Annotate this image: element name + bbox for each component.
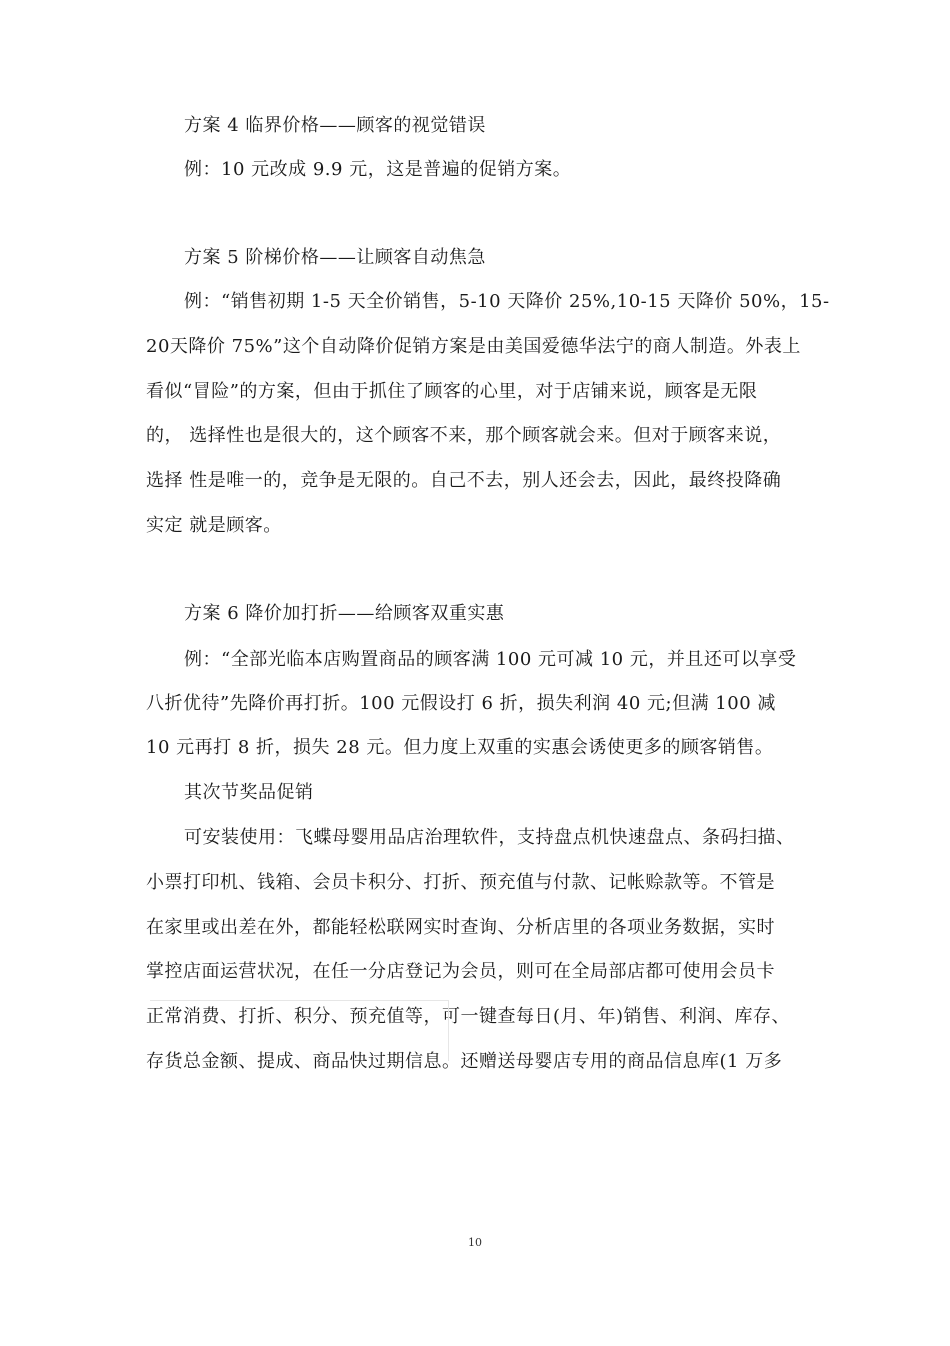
section-next-line-4: 掌控店面运营状况，在任一分店登记为会员，则可在全局部店都可使用会员卡 bbox=[146, 961, 775, 982]
section-next-line-5: 正常消费、打折、积分、预充值等，可一键查每日(月、年)销售、利润、库存、 bbox=[146, 1006, 791, 1027]
page-number: 10 bbox=[468, 1236, 482, 1249]
section-next-line-2: 小票打印机、钱箱、会员卡积分、打折、预充值与付款、记帐赊款等。不管是 bbox=[146, 872, 775, 893]
section5-line-4: 的， 选择性也是很大的，这个顾客不来，那个顾客就会来。但对于顾客来说， bbox=[146, 425, 782, 446]
section-next-line-3: 在家里或出差在外，都能轻松联网实时查询、分析店里的各项业务数据，实时 bbox=[146, 917, 775, 938]
section6-line-1: 例：“全部光临本店购置商品的顾客满 100 元可减 10 元，并且还可以享受 bbox=[184, 649, 797, 670]
section6-title: 方案 6 降价加打折——给顾客双重实惠 bbox=[184, 603, 505, 624]
section5-line-2: 20天降价 75%”这个自动降价促销方案是由美国爱德华法宁的商人制造。外表上 bbox=[146, 336, 801, 357]
section5-line-5: 选择 性是唯一的，竞争是无限的。自己不去，别人还会去，因此，最终投降确 bbox=[146, 470, 782, 491]
section6-line-3: 10 元再打 8 折，损失 28 元。但力度上双重的实惠会诱使更多的顾客销售。 bbox=[146, 737, 774, 758]
section5-line-6: 实定 就是顾客。 bbox=[146, 515, 282, 536]
section4-example: 例：10 元改成 9.9 元，这是普遍的促销方案。 bbox=[184, 159, 572, 180]
section5-line-1: 例：“销售初期 1-5 天全价销售，5-10 天降价 25%,10-15 天降价 50%，15- bbox=[184, 291, 830, 312]
section6-line-2: 八折优待”先降价再打折。100 元假设打 6 折，损失利润 40 元;但满 100 减 bbox=[146, 693, 776, 714]
section-next-line-6: 存货总金额、提成、商品快过期信息。还赠送母婴店专用的商品信息库(1 万多 bbox=[146, 1051, 783, 1072]
section5-title: 方案 5 阶梯价格——让顾客自动焦急 bbox=[184, 247, 486, 268]
section4-title: 方案 4 临界价格——顾客的视觉错误 bbox=[184, 115, 486, 136]
section-next-line-1: 可安装使用：飞蝶母婴用品店治理软件，支持盘点机快速盘点、条码扫描、 bbox=[184, 827, 795, 848]
faint-frame-artifact bbox=[150, 1000, 449, 1061]
section-next-title: 其次节奖品促销 bbox=[184, 782, 314, 803]
section5-line-3: 看似“冒险”的方案，但由于抓住了顾客的心里，对于店铺来说，顾客是无限 bbox=[146, 381, 758, 402]
